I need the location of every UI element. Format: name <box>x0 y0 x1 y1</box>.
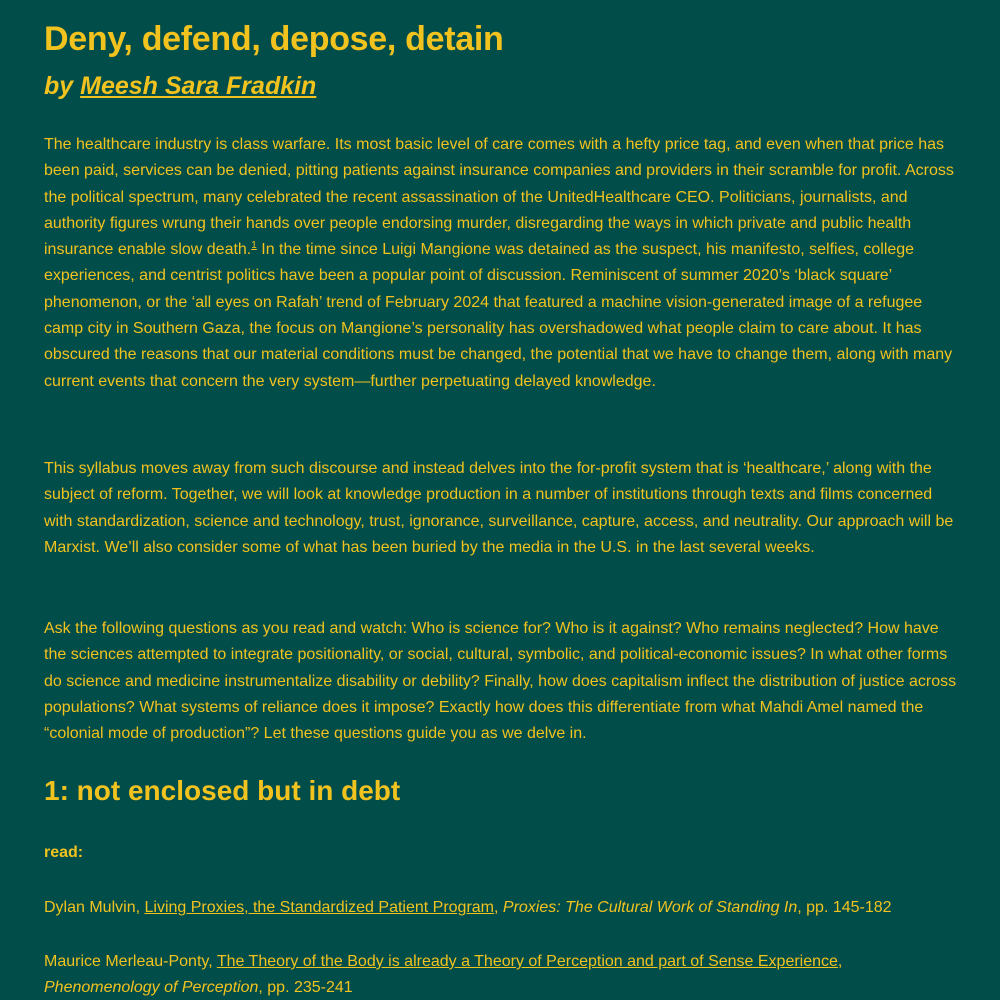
entry-source: Proxies: The Cultural Work of Standing In <box>502 899 798 916</box>
intro-paragraph-1 <box>44 132 960 395</box>
reading-entry <box>44 949 960 1000</box>
entry-pages: , pp. 235-241 <box>258 979 353 997</box>
intro-paragraph-3: Ask the following questions as you read and watch: Who is science for? Who is it against? Who remains neglected? How have the sciences attempted to integrate positionality, or social, cultural, symbolic, and political-economic issues? In what other forms do science and medicine instrumentalize disability or debility? Finally, how does capitalism inflect the distribution of justice across populations? What systems of reliance does it impose? Exactly how does this differentiate from what Mahdi Amel named the “colonial mode of production”? Let these questions guide you as we delve in. <box>44 620 957 743</box>
page-title: Deny, defend, depose, detain <box>44 20 504 58</box>
entry-sep: , <box>494 899 503 916</box>
footnote-link[interactable]: 1 <box>251 240 257 252</box>
intro-p1-text-continued: In the time since Luigi Mangione was detained as the suspect, his manifesto, selfies, college experiences, and centrist politics have been a popular point of discussion. Reminiscent of summer 2020’s ‘black square’ phenomenon, or the ‘all eyes on Rafah’ trend of February 2024 that featured a machine vision-generated image of a refugee camp city in Southern Gaza, the focus on Mangione’s personality has overshadowed what people claim to care about. It has obscured the reasons that our material conditions must be changed, the potential that we have to change them, along with many current events that concern the very system—further perpetuating delayed knowledge. <box>44 241 953 390</box>
author-link[interactable]: Meesh Sara Fradkin <box>80 72 317 100</box>
entry-link[interactable]: The Theory of the Body is already a Theory of Perception and part of Sense Experience <box>216 953 838 970</box>
reading-entry <box>44 895 960 921</box>
read-label: read: <box>44 844 84 861</box>
entry-sep: , <box>837 953 843 970</box>
entry-author: Dylan Mulvin, <box>44 899 145 916</box>
entry-pages: , pp. 145-182 <box>797 899 892 916</box>
intro-paragraph-2: This syllabus moves away from such discourse and instead delves into the for-profit system that is ‘healthcare,’ along with the subject of reform. Together, we will look at knowledge production in a number of institutions through texts and films concerned with standardization, science and technology, trust, ignorance, surveillance, capture, access, and neutrality. Our approach will be Marxist. We’ll also consider some of what has been buried by the media in the U.S. in the last several weeks. <box>44 460 954 556</box>
entry-link[interactable]: Living Proxies, the Standardized Patient Program <box>144 899 495 916</box>
byline <box>44 72 316 101</box>
section-heading: 1: not enclosed but in debt <box>44 775 401 806</box>
intro-p1-text: The healthcare industry is class warfare. Its most basic level of care comes with a hefty price tag, and even when that price has been paid, services can be denied, pitting patients against insurance companies and providers in their scramble for profit. Across the political spectrum, many celebrated the recent assassination of the UnitedHealthcare CEO. Politicians, journalists, and authority figures wrung their hands over people endorsing murder, disregarding the ways in which private and public health insurance enable slow death. <box>44 136 954 259</box>
entry-source: Phenomenology of Perception <box>44 979 259 997</box>
entry-author: Maurice Merleau-Ponty, <box>44 953 217 970</box>
byline-prefix: by <box>44 72 81 100</box>
